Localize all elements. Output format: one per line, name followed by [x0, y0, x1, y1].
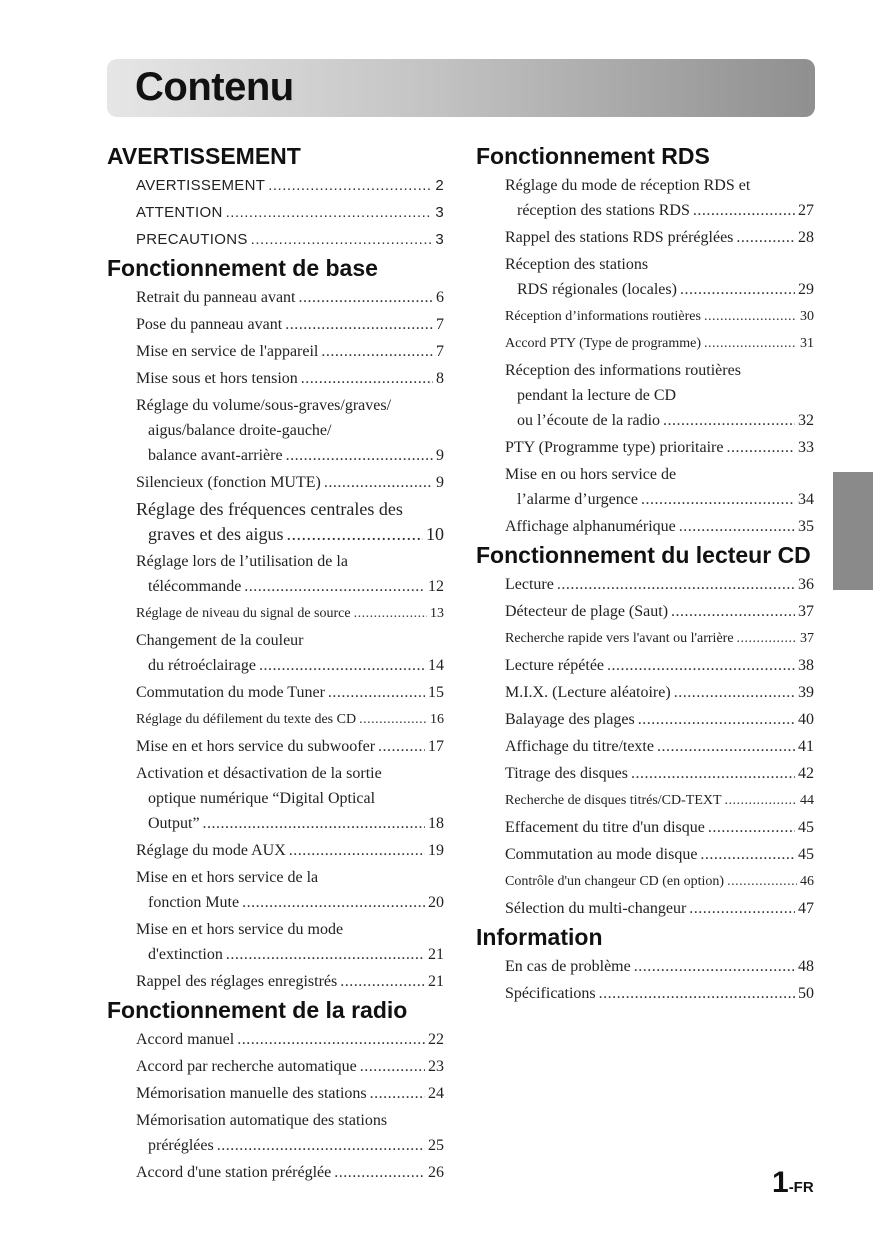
toc-entry-text: Rappel des stations RDS préréglées [505, 229, 734, 246]
dot-leader [242, 890, 425, 915]
toc-entry-text: Mise en et hors service du mode [136, 921, 344, 938]
toc-page-number: 45 [798, 819, 814, 836]
dot-leader [727, 869, 797, 894]
toc-entry-text: fonction Mute [148, 894, 240, 911]
toc-entry[interactable] [505, 981, 814, 1006]
dot-leader [299, 285, 434, 310]
toc-page-number: 9 [436, 474, 444, 491]
toc-entry-text: Accord d'une station préréglée [136, 1164, 332, 1181]
dot-leader [607, 653, 795, 678]
dot-leader [360, 1054, 425, 1079]
dot-leader [268, 173, 432, 198]
toc-page-number: 45 [798, 846, 814, 863]
dot-leader [704, 331, 797, 356]
toc-entry-text: PTY (Programme type) prioritaire [505, 439, 724, 456]
dot-leader [631, 761, 795, 786]
toc-entry-text: Changement de la couleur [136, 632, 304, 649]
toc-page-number: 41 [798, 738, 814, 755]
toc-page-number: 12 [428, 578, 444, 595]
title-banner [107, 59, 815, 117]
dot-leader [203, 811, 425, 836]
toc-entry[interactable] [505, 734, 814, 759]
dot-leader [725, 788, 797, 813]
toc-entry[interactable] [505, 680, 814, 705]
toc-entry[interactable] [505, 599, 814, 624]
page-title: Contenu [135, 65, 294, 109]
toc-page-number: 7 [436, 316, 444, 333]
toc-entry[interactable] [505, 225, 814, 250]
dot-leader [244, 574, 425, 599]
toc-entry[interactable] [505, 842, 814, 867]
toc-page-number: 3 [435, 204, 444, 221]
toc-entry-text: réception des stations RDS [517, 202, 690, 219]
section-heading: AVERTISSEMENT [107, 143, 301, 169]
toc-entry-text: Réception des informations routières [505, 362, 741, 379]
toc-page-number: 18 [428, 815, 444, 832]
dot-leader [657, 734, 795, 759]
toc-entry-text: du rétroéclairage [148, 657, 256, 674]
toc-page-number: 23 [428, 1058, 444, 1075]
dot-leader [217, 1133, 425, 1158]
toc-page-number: 38 [798, 657, 814, 674]
toc-entry-text: Réglage du défilement du texte des CD [136, 712, 357, 727]
toc-entry-text: ATTENTION [136, 204, 223, 221]
toc-page-number: 7 [436, 343, 444, 360]
toc-page-number: 8 [436, 370, 444, 387]
toc-entry-text: Réglage des fréquences centrales des [136, 499, 403, 519]
dot-leader [286, 443, 433, 468]
toc-entry[interactable] [505, 869, 814, 894]
toc-entry-text: Lecture [505, 576, 554, 593]
toc-entry-text: Mémorisation automatique des stations [136, 1112, 388, 1129]
toc-entry-text: Retrait du panneau avant [136, 289, 296, 306]
dot-leader [700, 842, 795, 867]
toc-entry-text: Pose du panneau avant [136, 316, 283, 333]
toc-page-number: 46 [800, 874, 814, 889]
toc-entry[interactable] [136, 470, 444, 495]
toc-entry-text: Mémorisation manuelle des stations [136, 1085, 367, 1102]
toc-entry[interactable] [136, 227, 444, 252]
toc-entry[interactable] [505, 815, 814, 840]
dot-leader [237, 1027, 425, 1052]
toc-page-number: 50 [798, 985, 814, 1002]
toc-entry-text: optique numérique “Digital Optical [148, 790, 376, 807]
toc-page-number: 13 [430, 606, 444, 621]
toc-entry[interactable] [136, 366, 444, 391]
toc-page-number: 24 [428, 1085, 444, 1102]
toc-entry[interactable] [136, 1054, 444, 1079]
toc-entry[interactable] [136, 393, 444, 468]
page-number-suffix: -FR [788, 1179, 814, 1196]
toc-entry-text: Réglage lors de l’utilisation de la [136, 553, 348, 570]
dot-leader [259, 653, 425, 678]
toc-entry-text: Output” [148, 815, 200, 832]
toc-page-number: 25 [428, 1137, 444, 1154]
dot-leader [226, 942, 425, 967]
toc-page-number: 27 [798, 202, 814, 219]
toc-entry-text: télécommande [148, 578, 242, 595]
toc-page-number: 36 [798, 576, 814, 593]
toc-entry-text: Balayage des plages [505, 711, 635, 728]
toc-entry-text: Commutation du mode Tuner [136, 684, 325, 701]
toc-entry[interactable] [505, 896, 814, 921]
toc-entry[interactable] [505, 572, 814, 597]
toc-entry-text: Contrôle d'un changeur CD (en option) [505, 874, 725, 889]
toc-entry-text: Réception des stations [505, 256, 649, 273]
toc-page-number: 44 [800, 793, 814, 808]
toc-page-number: 10 [426, 524, 444, 544]
toc-entry[interactable] [136, 707, 444, 732]
section-heading: Fonctionnement RDS [476, 143, 710, 169]
toc-page-number: 40 [798, 711, 814, 728]
toc-entry-text: Rappel des réglages enregistrés [136, 973, 338, 990]
toc-entry-text: Accord par recherche automatique [136, 1058, 357, 1075]
toc-entry[interactable] [505, 514, 814, 539]
toc-entry-text: Sélection du multi-changeur [505, 900, 687, 917]
dot-leader [321, 339, 433, 364]
dot-leader [680, 277, 795, 302]
page-number [772, 1166, 814, 1200]
dot-leader [226, 200, 433, 225]
toc-page-number: 33 [798, 439, 814, 456]
toc-page-number: 14 [428, 657, 444, 674]
toc-page-number: 15 [428, 684, 444, 701]
toc-entry[interactable] [136, 1081, 444, 1106]
dot-leader [378, 734, 425, 759]
toc-entry[interactable] [136, 734, 444, 759]
toc-entry-text: Accord manuel [136, 1031, 235, 1048]
toc-entry[interactable] [505, 707, 814, 732]
toc-entry-text: Réglage du volume/sous-graves/graves/ [136, 397, 392, 414]
toc-page-number: 37 [798, 603, 814, 620]
toc-entry-text: Mise en ou hors service de [505, 466, 677, 483]
section-heading: Information [476, 924, 603, 950]
dot-leader [737, 626, 797, 651]
toc-left-column [107, 140, 444, 1185]
toc-entry-text: AVERTISSEMENT [136, 177, 266, 194]
dot-leader [689, 896, 795, 921]
toc-entry[interactable] [136, 680, 444, 705]
toc-entry[interactable] [505, 358, 814, 433]
toc-entry[interactable] [136, 200, 444, 225]
dot-leader [285, 312, 433, 337]
toc-page-number: 34 [798, 491, 814, 508]
toc-entry[interactable] [505, 653, 814, 678]
toc-entry[interactable] [136, 917, 444, 967]
toc-page-number: 37 [800, 631, 814, 646]
toc-entry[interactable] [505, 173, 814, 223]
toc-entry-text: RDS régionales (locales) [517, 281, 677, 298]
toc-entry-text: Réglage du mode de réception RDS et [505, 177, 751, 194]
toc-entry[interactable] [136, 173, 444, 198]
dot-leader [679, 514, 795, 539]
dot-leader [251, 227, 433, 252]
toc-page-number: 39 [798, 684, 814, 701]
toc-entry-text: l’alarme d’urgence [517, 491, 638, 508]
toc-entry-text: ou l’écoute de la radio [517, 412, 661, 429]
toc-page-number: 16 [430, 712, 444, 727]
toc-entry[interactable] [136, 497, 444, 547]
toc-entry-text: préréglées [148, 1137, 214, 1154]
dot-leader [289, 838, 425, 863]
toc-entry-text: Mise en et hors service du subwoofer [136, 738, 376, 755]
dot-leader [704, 304, 797, 329]
toc-page-number: 30 [800, 309, 814, 324]
toc-entry[interactable] [505, 331, 814, 356]
toc-entry[interactable] [136, 1108, 444, 1158]
toc-entry-text: PRECAUTIONS [136, 231, 248, 248]
toc-entry-text: Mise en et hors service de la [136, 869, 319, 886]
dot-leader [359, 707, 427, 732]
toc-entry-text: Commutation au mode disque [505, 846, 698, 863]
toc-entry-text: Lecture répétée [505, 657, 605, 674]
toc-page-number: 21 [428, 973, 444, 990]
toc-page-number: 20 [428, 894, 444, 911]
toc-page-number: 17 [428, 738, 444, 755]
toc-entry[interactable] [136, 549, 444, 599]
toc-page-number: 35 [798, 518, 814, 535]
toc-entry-text: Recherche de disques titrés/CD-TEXT [505, 793, 722, 808]
toc-entry-text: Réglage du mode AUX [136, 842, 286, 859]
toc-entry[interactable] [136, 601, 444, 626]
toc-entry-text: Recherche rapide vers l'avant ou l'arrière [505, 631, 734, 646]
toc-entry[interactable] [136, 1027, 444, 1052]
toc-page-number: 3 [435, 231, 444, 248]
dot-leader [286, 522, 423, 547]
toc-entry[interactable] [136, 838, 444, 863]
chapter-side-tab [833, 472, 873, 590]
toc-entry-text: Détecteur de plage (Saut) [505, 603, 669, 620]
toc-entry[interactable] [505, 462, 814, 512]
toc-entry[interactable] [505, 252, 814, 302]
toc-page-number: 21 [428, 946, 444, 963]
toc-page-number: 47 [798, 900, 814, 917]
toc-entry-text: balance avant-arrière [148, 447, 283, 464]
toc-page-number: 48 [798, 958, 814, 975]
toc-entry-text: Mise sous et hors tension [136, 370, 298, 387]
toc-entry-text: aigus/balance droite-gauche/ [148, 422, 332, 439]
dot-leader [340, 969, 425, 994]
toc-entry[interactable] [505, 626, 814, 651]
toc-right-column [476, 140, 814, 1006]
toc-entry-text: Spécifications [505, 985, 596, 1002]
toc-entry-text: Accord PTY (Type de programme) [505, 336, 701, 351]
dot-leader [328, 680, 425, 705]
dot-leader [301, 366, 433, 391]
toc-page-number: 28 [798, 229, 814, 246]
toc-entry[interactable] [505, 788, 814, 813]
toc-entry-text: Réception d’informations routières [505, 309, 701, 324]
toc-entry[interactable] [136, 628, 444, 678]
toc-page-number: 6 [436, 289, 444, 306]
dot-leader [334, 1160, 425, 1185]
dot-leader [324, 470, 433, 495]
toc-page-number: 31 [800, 336, 814, 351]
dot-leader [671, 599, 795, 624]
toc-page-number: 29 [798, 281, 814, 298]
dot-leader [726, 435, 795, 460]
toc-page-number: 26 [428, 1164, 444, 1181]
toc-entry-text: Effacement du titre d'un disque [505, 819, 705, 836]
toc-page-number: 32 [798, 412, 814, 429]
toc-entry-text: Mise en service de l'appareil [136, 343, 319, 360]
section-heading: Fonctionnement de la radio [107, 997, 408, 1023]
dot-leader [693, 198, 795, 223]
toc-entry[interactable] [505, 761, 814, 786]
toc-entry[interactable] [136, 285, 444, 310]
toc-entry[interactable] [136, 339, 444, 364]
toc-page-number: 9 [436, 447, 444, 464]
toc-entry[interactable] [136, 761, 444, 836]
toc-entry[interactable] [136, 865, 444, 915]
section-heading: Fonctionnement du lecteur CD [476, 542, 811, 568]
dot-leader [354, 601, 427, 626]
dot-leader [663, 408, 795, 433]
dot-leader [638, 707, 795, 732]
toc-entry[interactable] [505, 435, 814, 460]
toc-entry-text: d'extinction [148, 946, 223, 963]
toc-page-number: 22 [428, 1031, 444, 1048]
toc-entry-text: Affichage du titre/texte [505, 738, 654, 755]
toc-entry-text: Réglage de niveau du signal de source [136, 606, 351, 621]
dot-leader [370, 1081, 425, 1106]
toc-entry[interactable] [136, 312, 444, 337]
toc-entry-text: Titrage des disques [505, 765, 628, 782]
toc-entry-text: En cas de problème [505, 958, 631, 975]
dot-leader [736, 225, 795, 250]
toc-entry-text: Activation et désactivation de la sortie [136, 765, 382, 782]
toc-entry-text: Affichage alphanumérique [505, 518, 676, 535]
toc-entry-text: pendant la lecture de CD [517, 387, 677, 404]
dot-leader [557, 572, 795, 597]
toc-page-number: 42 [798, 765, 814, 782]
dot-leader [599, 981, 795, 1006]
toc-entry[interactable] [136, 969, 444, 994]
toc-entry[interactable] [136, 1160, 444, 1185]
toc-page-number: 19 [428, 842, 444, 859]
toc-entry[interactable] [505, 304, 814, 329]
dot-leader [674, 680, 795, 705]
dot-leader [641, 487, 795, 512]
dot-leader [708, 815, 795, 840]
toc-entry-text: Silencieux (fonction MUTE) [136, 474, 321, 491]
section-heading: Fonctionnement de base [107, 255, 378, 281]
page-number-value: 1 [772, 1166, 789, 1199]
dot-leader [634, 954, 795, 979]
toc-page-number: 2 [435, 177, 444, 194]
toc-entry-text: graves et des aigus [148, 524, 284, 544]
toc-entry[interactable] [505, 954, 814, 979]
toc-entry-text: M.I.X. (Lecture aléatoire) [505, 684, 671, 701]
